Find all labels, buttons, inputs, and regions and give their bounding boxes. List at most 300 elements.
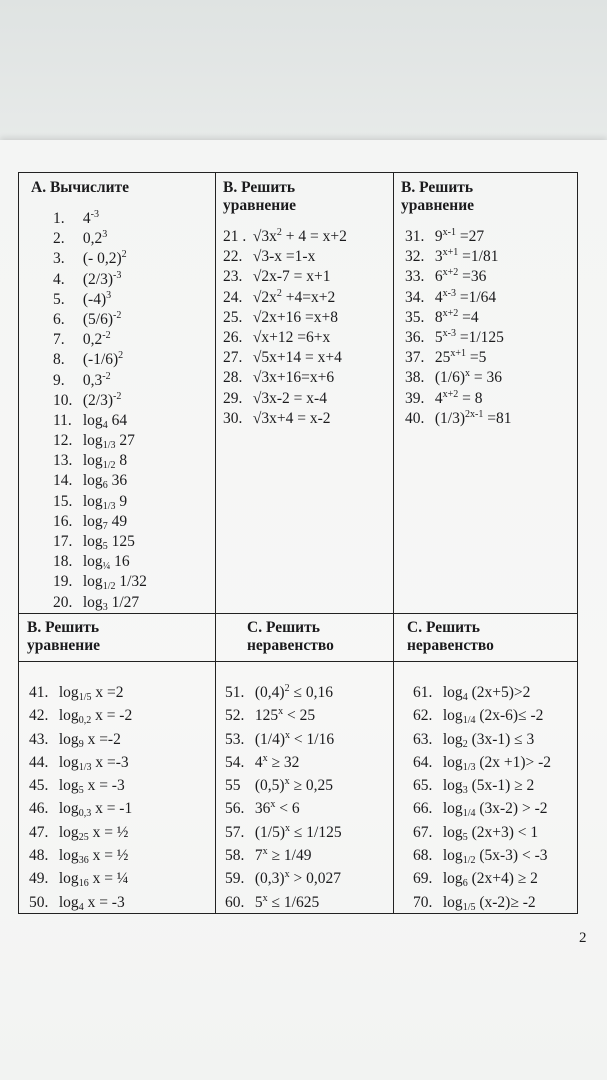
cell-compute xyxy=(19,173,215,613)
exercise-item xyxy=(223,288,385,308)
exercise-subscript: 1/3 xyxy=(102,440,116,452)
exercise-exponent: x xyxy=(284,869,290,881)
exercise-base: log xyxy=(442,870,463,888)
exercise-item xyxy=(53,451,207,471)
exercise-base: log xyxy=(442,893,463,911)
exercise-exponent: x xyxy=(284,776,290,788)
exercise-base: √2x xyxy=(252,288,277,306)
exercise-item xyxy=(223,247,385,267)
exercise-item xyxy=(225,844,385,867)
exercise-exponent: -2 xyxy=(102,330,111,342)
exercise-rest: < 25 xyxy=(283,707,316,725)
exercise-subscript: 1/4 xyxy=(462,715,476,727)
exercise-number: 60. xyxy=(225,893,245,911)
background-wall xyxy=(0,0,607,140)
exercise-argument: 8 xyxy=(119,452,128,470)
exercise-base: 0,3 xyxy=(82,371,103,389)
exercise-subscript: 1/4 xyxy=(462,808,476,820)
exercise-subscript: 4 xyxy=(462,692,468,703)
exercise-number: 69. xyxy=(413,870,433,888)
exercise-number: 13. xyxy=(53,452,73,470)
exercise-rest: x = -3 xyxy=(83,893,125,911)
exercise-number: 59. xyxy=(225,870,245,888)
exercise-rest: (2x +1)> -2 xyxy=(475,753,552,771)
exercise-rest: (5x-1) ≥ 2 xyxy=(467,777,535,795)
exercise-item xyxy=(223,227,385,247)
exercise-number: 14. xyxy=(53,472,73,490)
exercise-base: √2x+16 =x+8 xyxy=(252,308,338,326)
exercise-item xyxy=(225,751,385,774)
exercise-base: log xyxy=(58,753,79,771)
exercise-number: 19. xyxy=(53,573,73,591)
cell-heading-log-eq xyxy=(19,613,215,661)
exercise-item xyxy=(413,704,569,727)
exercise-base: log xyxy=(58,777,79,795)
exercise-base: (2/3) xyxy=(82,270,114,288)
exercise-number: 40. xyxy=(405,409,425,427)
exercise-exponent: x xyxy=(262,752,268,764)
exercise-subscript: 1/5 xyxy=(78,692,92,703)
exercise-subscript: 36 xyxy=(78,855,89,867)
exercise-number: 3. xyxy=(53,250,65,268)
exercise-base: 4 xyxy=(434,288,443,306)
exercise-exponent: 2 xyxy=(284,683,290,694)
exercise-number: 52. xyxy=(225,707,245,725)
exercise-rest: =1/81 xyxy=(458,248,499,266)
exercise-base: log xyxy=(82,472,103,490)
exercise-item xyxy=(405,368,569,388)
exercise-number: 26. xyxy=(223,328,243,346)
exercise-item xyxy=(225,728,385,751)
exercise-base: (5/6) xyxy=(82,310,114,328)
exercise-item xyxy=(405,328,569,348)
exercise-base: (0,5) xyxy=(254,777,285,795)
exercise-rest: ≥ 1/49 xyxy=(267,847,312,865)
exercise-number: 18. xyxy=(53,553,73,571)
exercise-number: 33. xyxy=(405,268,425,286)
exercise-base: 36 xyxy=(254,800,271,818)
exercise-base: (2/3) xyxy=(82,391,114,409)
exercise-rest: + 4 = x+2 xyxy=(281,228,347,245)
exercise-subscript: 7 xyxy=(102,520,108,532)
exercise-base: √3-x =1-x xyxy=(252,248,316,266)
exercise-subscript: 3 xyxy=(462,785,468,797)
exercise-number: 32. xyxy=(405,248,425,266)
exercise-exponent: x+1 xyxy=(442,247,459,259)
exercise-number: 1. xyxy=(53,210,65,227)
exercise-subscript: ¼ xyxy=(102,561,111,573)
exercise-exponent: x xyxy=(278,706,284,718)
exercise-rest: x =-3 xyxy=(91,753,129,771)
exercise-base: (1/4) xyxy=(254,730,286,748)
exercise-item xyxy=(29,821,207,844)
exercise-rest: x =-2 xyxy=(83,730,121,748)
exercise-number: 47. xyxy=(29,823,49,841)
exercise-exponent: x-3 xyxy=(442,327,456,339)
exercise-base: log xyxy=(82,512,103,530)
exercise-base: log xyxy=(82,432,103,450)
exercise-number: 31. xyxy=(405,228,425,245)
exercise-rest: ≥ 32 xyxy=(267,753,300,771)
exercise-item xyxy=(53,552,207,572)
exercise-item xyxy=(405,288,569,308)
exercise-argument: 16 xyxy=(114,553,130,571)
exercise-number: 20. xyxy=(53,593,73,611)
exercise-number: 56. xyxy=(225,800,245,818)
exercise-base: 4 xyxy=(434,389,443,407)
exercise-rest: x = ¼ xyxy=(88,870,129,888)
exercise-exponent: x xyxy=(262,892,268,904)
exercise-subscript: 4 xyxy=(102,419,108,431)
exercise-item xyxy=(53,270,207,290)
exercise-base: log xyxy=(58,823,79,841)
exercise-base: √2x-7 = x+1 xyxy=(252,268,331,286)
exercise-exponent: x xyxy=(270,799,276,811)
exercise-base: 8 xyxy=(434,308,443,326)
exercise-number: 66. xyxy=(413,800,433,818)
exercise-base: 25 xyxy=(434,349,451,367)
exercise-item xyxy=(53,593,207,613)
exercise-number: 8. xyxy=(53,351,65,369)
exercise-exponent: x+2 xyxy=(442,267,459,279)
exercise-list xyxy=(413,681,569,914)
exercise-item xyxy=(29,728,207,751)
exercise-base: (1/5) xyxy=(254,823,286,841)
exercise-item xyxy=(225,867,385,890)
exercise-subscript: 4 xyxy=(78,901,84,913)
exercise-rest: =1/125 xyxy=(455,328,504,346)
exercise-item xyxy=(53,350,207,370)
exercise-number: 16. xyxy=(53,512,73,530)
exercise-number: 9. xyxy=(53,371,65,389)
exercise-number: 45. xyxy=(29,777,49,795)
exercise-number: 61. xyxy=(413,684,433,701)
section-heading: В. Решить уравнение xyxy=(223,179,297,214)
exercise-number: 70. xyxy=(413,893,433,911)
exercise-base: 0,2 xyxy=(82,230,103,248)
exercise-item xyxy=(29,844,207,867)
exercise-rest: (2x+5)>2 xyxy=(467,684,531,701)
exercise-rest: (2x+3) < 1 xyxy=(467,823,539,841)
section-heading: В. Решить уравнение xyxy=(27,619,101,654)
exercise-number: 30. xyxy=(223,409,243,427)
exercise-argument: 27 xyxy=(119,432,135,450)
exercise-subscript: 5 xyxy=(78,785,84,797)
exercise-number: 46. xyxy=(29,800,49,818)
exercise-number: 62. xyxy=(413,707,433,725)
exercise-base: (1/3) xyxy=(434,409,466,427)
exercise-item xyxy=(29,681,207,704)
exercise-exponent: x xyxy=(465,368,471,380)
exercise-base: log xyxy=(82,533,103,550)
exercise-item xyxy=(405,308,569,328)
exercise-item xyxy=(413,867,569,890)
exercise-rest: < 6 xyxy=(275,800,300,818)
exercise-base: log xyxy=(58,800,79,818)
exercise-base: (- 0,2) xyxy=(82,250,122,268)
exercise-number: 43. xyxy=(29,730,49,748)
exercise-number: 12. xyxy=(53,432,73,450)
exercise-base: 125 xyxy=(254,707,279,725)
exercise-base: log xyxy=(58,707,79,725)
exercise-base: 4 xyxy=(82,210,91,227)
page-number: 2 xyxy=(579,930,587,946)
exercise-item xyxy=(405,247,569,267)
exercise-list xyxy=(401,227,569,429)
exercise-subscript: 1/3 xyxy=(78,761,92,773)
exercise-rest: ≤ 1/625 xyxy=(267,893,320,911)
exercise-base: √3x xyxy=(252,228,277,245)
exercise-subscript: 5 xyxy=(102,541,108,552)
exercise-number: 28. xyxy=(223,369,243,387)
exercise-rest: x = ½ xyxy=(88,823,129,841)
exercise-base: 0,2 xyxy=(82,331,103,349)
exercise-item xyxy=(29,867,207,890)
exercise-item xyxy=(225,891,385,914)
exercise-rest: =36 xyxy=(458,268,487,286)
exercise-base: (1/6) xyxy=(434,369,466,387)
exercise-number: 68. xyxy=(413,847,433,865)
exercise-base: log xyxy=(442,707,463,725)
exercise-number: 7. xyxy=(53,331,65,349)
exercise-number: 44. xyxy=(29,753,49,771)
cell-log-equations xyxy=(19,661,215,913)
exercise-exponent: x+1 xyxy=(450,348,467,360)
exercise-base: log xyxy=(442,847,463,865)
section-heading: С. Решить неравенство xyxy=(247,619,334,654)
exercise-list xyxy=(29,681,207,914)
exercise-base: √3x+16=x+6 xyxy=(252,369,335,387)
exercise-subscript: 5 xyxy=(462,831,468,843)
exercise-argument: 1/32 xyxy=(119,573,147,591)
exercise-exponent: 3 xyxy=(102,229,108,241)
exercise-number: 42. xyxy=(29,707,49,725)
exercise-base: 4 xyxy=(254,753,263,771)
exercise-rest: x = -2 xyxy=(91,707,133,725)
exercise-list xyxy=(223,227,385,429)
exercise-number: 17. xyxy=(53,533,73,550)
exercise-item xyxy=(223,267,385,287)
exercise-subscript: 16 xyxy=(78,878,89,890)
exercise-item xyxy=(223,368,385,388)
exercise-rest: > 0,027 xyxy=(289,870,341,888)
exercise-subscript: 1/2 xyxy=(102,460,116,472)
cell-heading-log-ineq xyxy=(393,613,577,661)
exercise-number: 27. xyxy=(223,349,243,367)
cell-equations-exp xyxy=(393,173,577,613)
section-heading: С. Решить неравенство xyxy=(407,619,494,654)
exercise-exponent: 2 xyxy=(276,227,282,238)
exercise-base: log xyxy=(82,553,103,571)
exercise-base: 5 xyxy=(434,328,443,346)
exercise-rest: =5 xyxy=(466,349,487,367)
exercise-exponent: -2 xyxy=(102,370,111,382)
exercise-rest: =81 xyxy=(483,409,512,427)
exercise-item xyxy=(405,348,569,368)
exercise-base: log xyxy=(82,411,103,429)
exercise-base: log xyxy=(58,730,79,748)
exercise-number: 55 xyxy=(225,777,241,795)
exercise-base: (-4) xyxy=(82,290,107,308)
cell-heading-ineq xyxy=(215,613,393,661)
exercise-rest: = 8 xyxy=(458,389,483,407)
exercise-item xyxy=(413,891,569,914)
exercise-exponent: 2 xyxy=(121,249,127,261)
exercise-number: 15. xyxy=(53,492,73,510)
exercise-rest: ≤ 1/125 xyxy=(290,823,342,841)
exercise-argument: 1/27 xyxy=(111,593,140,611)
exercise-base: 5 xyxy=(254,893,263,911)
exercise-item xyxy=(53,209,207,229)
exercise-rest: x = -1 xyxy=(91,800,133,818)
exercise-number: 11. xyxy=(53,411,72,429)
exercise-item xyxy=(225,821,385,844)
exercise-subscript: 2 xyxy=(462,738,468,750)
exercise-item xyxy=(29,891,207,914)
exercise-item xyxy=(29,704,207,727)
exercise-item xyxy=(225,704,385,727)
exercise-number: 38. xyxy=(405,369,425,387)
exercise-item xyxy=(225,774,385,797)
exercise-subscript: 0,2 xyxy=(78,715,92,727)
exercise-number: 10. xyxy=(53,391,73,409)
exercise-base: log xyxy=(82,593,103,611)
exercise-item xyxy=(53,532,207,552)
exercise-number: 35. xyxy=(405,308,425,326)
exercise-number: 4. xyxy=(53,270,65,288)
exercise-list xyxy=(225,681,385,914)
exercise-item xyxy=(29,774,207,797)
exercise-item xyxy=(405,267,569,287)
exercise-base: 9 xyxy=(434,228,443,245)
exercise-number: 24. xyxy=(223,288,243,306)
exercise-base: 3 xyxy=(434,248,443,266)
exercise-item xyxy=(53,391,207,411)
exercise-number: 37. xyxy=(405,349,425,367)
exercise-item xyxy=(413,728,569,751)
exercise-subscript: 9 xyxy=(78,738,84,750)
exercise-rest: ≤ 0,16 xyxy=(289,684,333,701)
exercise-rest: =1/64 xyxy=(455,288,497,306)
exercise-exponent: 3 xyxy=(106,289,112,301)
exercise-item xyxy=(223,409,385,429)
exercise-base: log xyxy=(82,573,103,591)
exercise-number: 51. xyxy=(225,684,245,701)
exercise-rest: (5x-3) < -3 xyxy=(475,847,548,865)
exercise-base: log xyxy=(442,730,463,748)
exercise-number: 65. xyxy=(413,777,433,795)
exercise-subscript: 1/2 xyxy=(462,855,476,867)
exercise-number: 49. xyxy=(29,870,49,888)
exercise-number: 63. xyxy=(413,730,433,748)
exercise-item xyxy=(405,409,569,429)
exercise-rest: x = ½ xyxy=(88,847,129,865)
exercise-number: 41. xyxy=(29,684,49,701)
exercise-item xyxy=(29,797,207,820)
section-heading: В. Решить уравнение xyxy=(401,179,475,214)
exercise-subscript: 3 xyxy=(102,601,108,613)
exercise-number: 23. xyxy=(223,268,243,286)
exercise-number: 6. xyxy=(53,310,65,328)
exercise-item xyxy=(413,844,569,867)
exercise-item xyxy=(413,774,569,797)
exercise-item xyxy=(223,389,385,409)
exercise-base: (0,3) xyxy=(254,870,285,888)
exercise-base: log xyxy=(442,753,463,771)
exercise-number: 58. xyxy=(225,847,245,865)
exercise-base: log xyxy=(82,452,103,470)
exercise-subscript: 6 xyxy=(102,480,108,492)
exercise-base: (0,4) xyxy=(254,684,285,701)
exercise-number: 21 . xyxy=(223,228,247,245)
exercise-number: 34. xyxy=(405,288,425,306)
exercise-number: 54. xyxy=(225,753,245,771)
exercise-subscript: 1/3 xyxy=(102,500,116,512)
exercise-number: 57. xyxy=(225,823,245,841)
exercise-table xyxy=(18,172,578,914)
exercise-item xyxy=(29,751,207,774)
exercise-exponent: -3 xyxy=(90,209,99,220)
exercise-list xyxy=(31,209,207,613)
exercise-item xyxy=(53,431,207,451)
exercise-argument: 64 xyxy=(111,411,128,429)
exercise-rest: (x-2)≥ -2 xyxy=(475,893,536,911)
exercise-rest: =27 xyxy=(455,228,485,245)
exercise-exponent: 2x-1 xyxy=(465,408,484,420)
exercise-rest: x = -3 xyxy=(83,777,125,795)
cell-exp-inequalities xyxy=(215,661,393,913)
exercise-exponent: x xyxy=(285,822,291,834)
exercise-base: √5x+14 = x+4 xyxy=(252,349,342,367)
exercise-item xyxy=(413,797,569,820)
exercise-rest: +4=x+2 xyxy=(281,288,336,306)
exercise-number: 39. xyxy=(405,389,425,407)
exercise-rest: (2x+4) ≥ 2 xyxy=(467,870,538,888)
exercise-exponent: x xyxy=(285,729,291,741)
exercise-item xyxy=(53,310,207,330)
exercise-rest: ≥ 0,25 xyxy=(289,777,333,795)
exercise-number: 64. xyxy=(413,753,433,771)
exercise-argument: 9 xyxy=(119,492,128,510)
exercise-subscript: 1/3 xyxy=(462,761,476,773)
exercise-base: log xyxy=(82,492,103,510)
exercise-item xyxy=(53,249,207,269)
exercise-base: (-1/6) xyxy=(82,351,119,369)
exercise-number: 36. xyxy=(405,328,425,346)
exercise-exponent: 2 xyxy=(276,287,282,299)
exercise-base: log xyxy=(58,893,79,911)
exercise-number: 2. xyxy=(53,230,65,248)
exercise-base: log xyxy=(442,800,463,818)
section-heading: А. Вычислите xyxy=(31,179,130,196)
exercise-item xyxy=(53,411,207,431)
exercise-rest: (3x-1) ≤ 3 xyxy=(467,730,535,748)
exercise-subscript: 25 xyxy=(78,831,89,843)
exercise-item xyxy=(53,330,207,350)
exercise-exponent: x+2 xyxy=(442,307,459,319)
exercise-item xyxy=(53,492,207,512)
exercise-number: 50. xyxy=(29,893,49,911)
exercise-exponent: -2 xyxy=(113,309,122,321)
exercise-subscript: 1/2 xyxy=(102,581,116,593)
exercise-number: 48. xyxy=(29,847,49,865)
exercise-base: log xyxy=(58,847,79,865)
exercise-item xyxy=(53,290,207,310)
exercise-item xyxy=(413,681,569,704)
exercise-base: log xyxy=(442,684,463,701)
exercise-number: 25. xyxy=(223,308,243,326)
exercise-base: log xyxy=(58,870,79,888)
